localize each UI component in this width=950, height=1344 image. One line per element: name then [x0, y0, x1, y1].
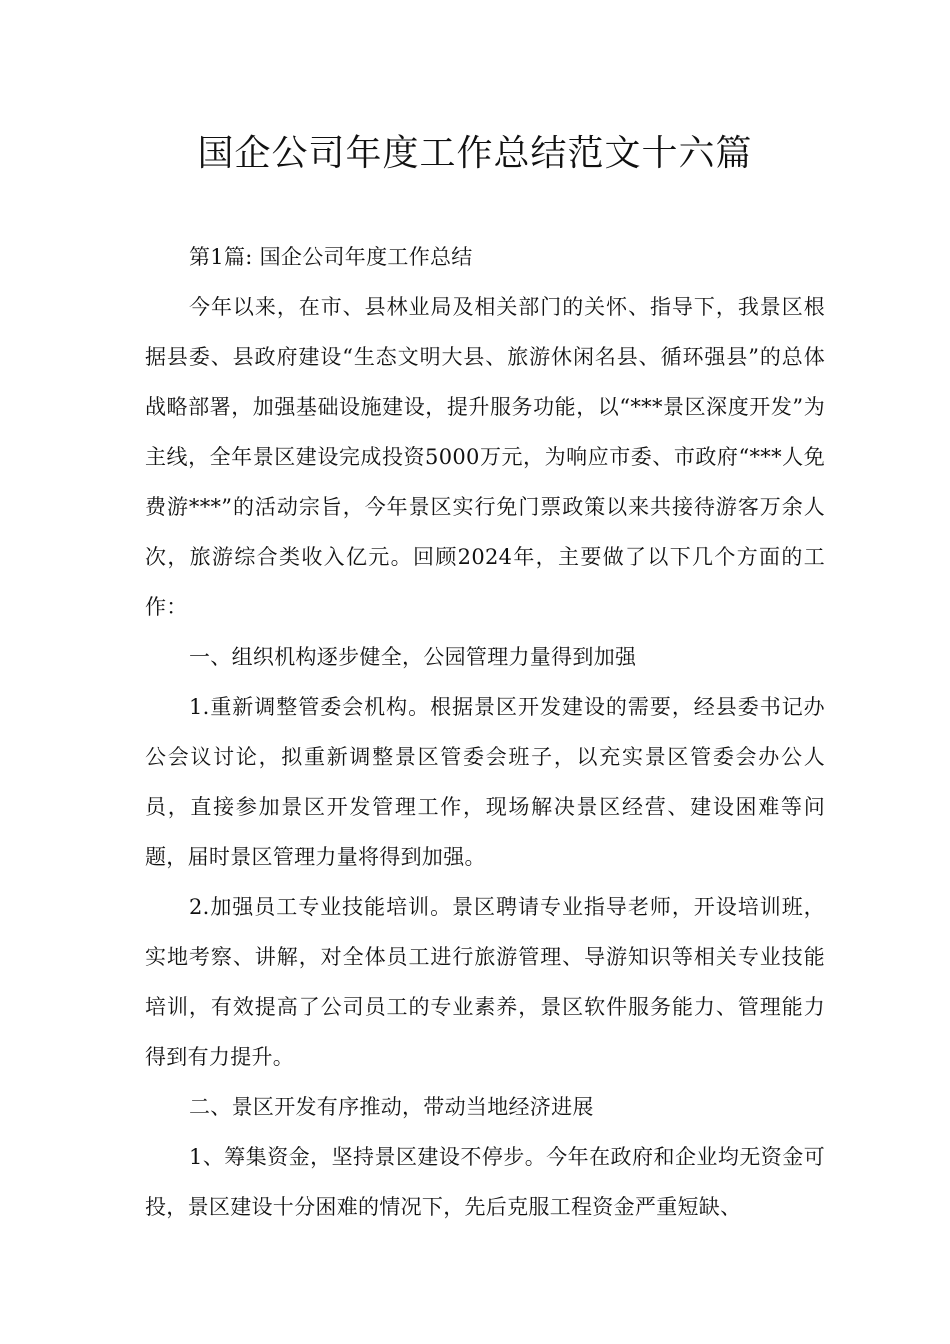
body-paragraph: 1、筹集资金，坚持景区建设不停步。今年在政府和企业均无资金可投，景区建设十分困难的情况下，先后克服工程资金严重短缺、 [145, 1145, 825, 1219]
document-body [145, 232, 825, 1232]
section-heading-2: 二、景区开发有序推动，带动当地经济进展 [189, 1095, 594, 1119]
section-heading-1: 一、组织机构逐步健全，公园管理力量得到加强 [189, 645, 637, 669]
intro-paragraph: 今年以来，在市、县林业局及相关部门的关怀、指导下，我景区根据县委、县政府建设“生态文明大县、旅游休闲名县、循环强县”的总体战略部署，加强基础设施建设，提升服务功能，以“***景区深度开发”为主线，全年景区建设完成投资5000万元，为响应市委、市政府“***人免费游***”的活动宗旨，今年景区实行免门票政策以来共接待游客万余人次，旅游综合类收入亿元。回顾2024年，主要做了以下几个方面的工作： [145, 295, 825, 619]
body-paragraph: 1.重新调整管委会机构。根据景区开发建设的需要，经县委书记办公会议讨论，拟重新调整景区管委会班子，以充实景区管委会办公人员，直接参加景区开发管理工作，现场解决景区经营、建设困难等问题，届时景区管理力量将得到加强。 [145, 695, 825, 869]
document-title: 国企公司年度工作总结范文十六篇 [197, 133, 753, 174]
section-heading-article-1: 第1篇: 国企公司年度工作总结 [189, 245, 473, 269]
body-paragraph: 2.加强员工专业技能培训。景区聘请专业指导老师，开设培训班，实地考察、讲解，对全体员工进行旅游管理、导游知识等相关专业技能培训，有效提高了公司员工的专业素养，景区软件服务能力、管理能力得到有力提升。 [145, 895, 825, 1069]
